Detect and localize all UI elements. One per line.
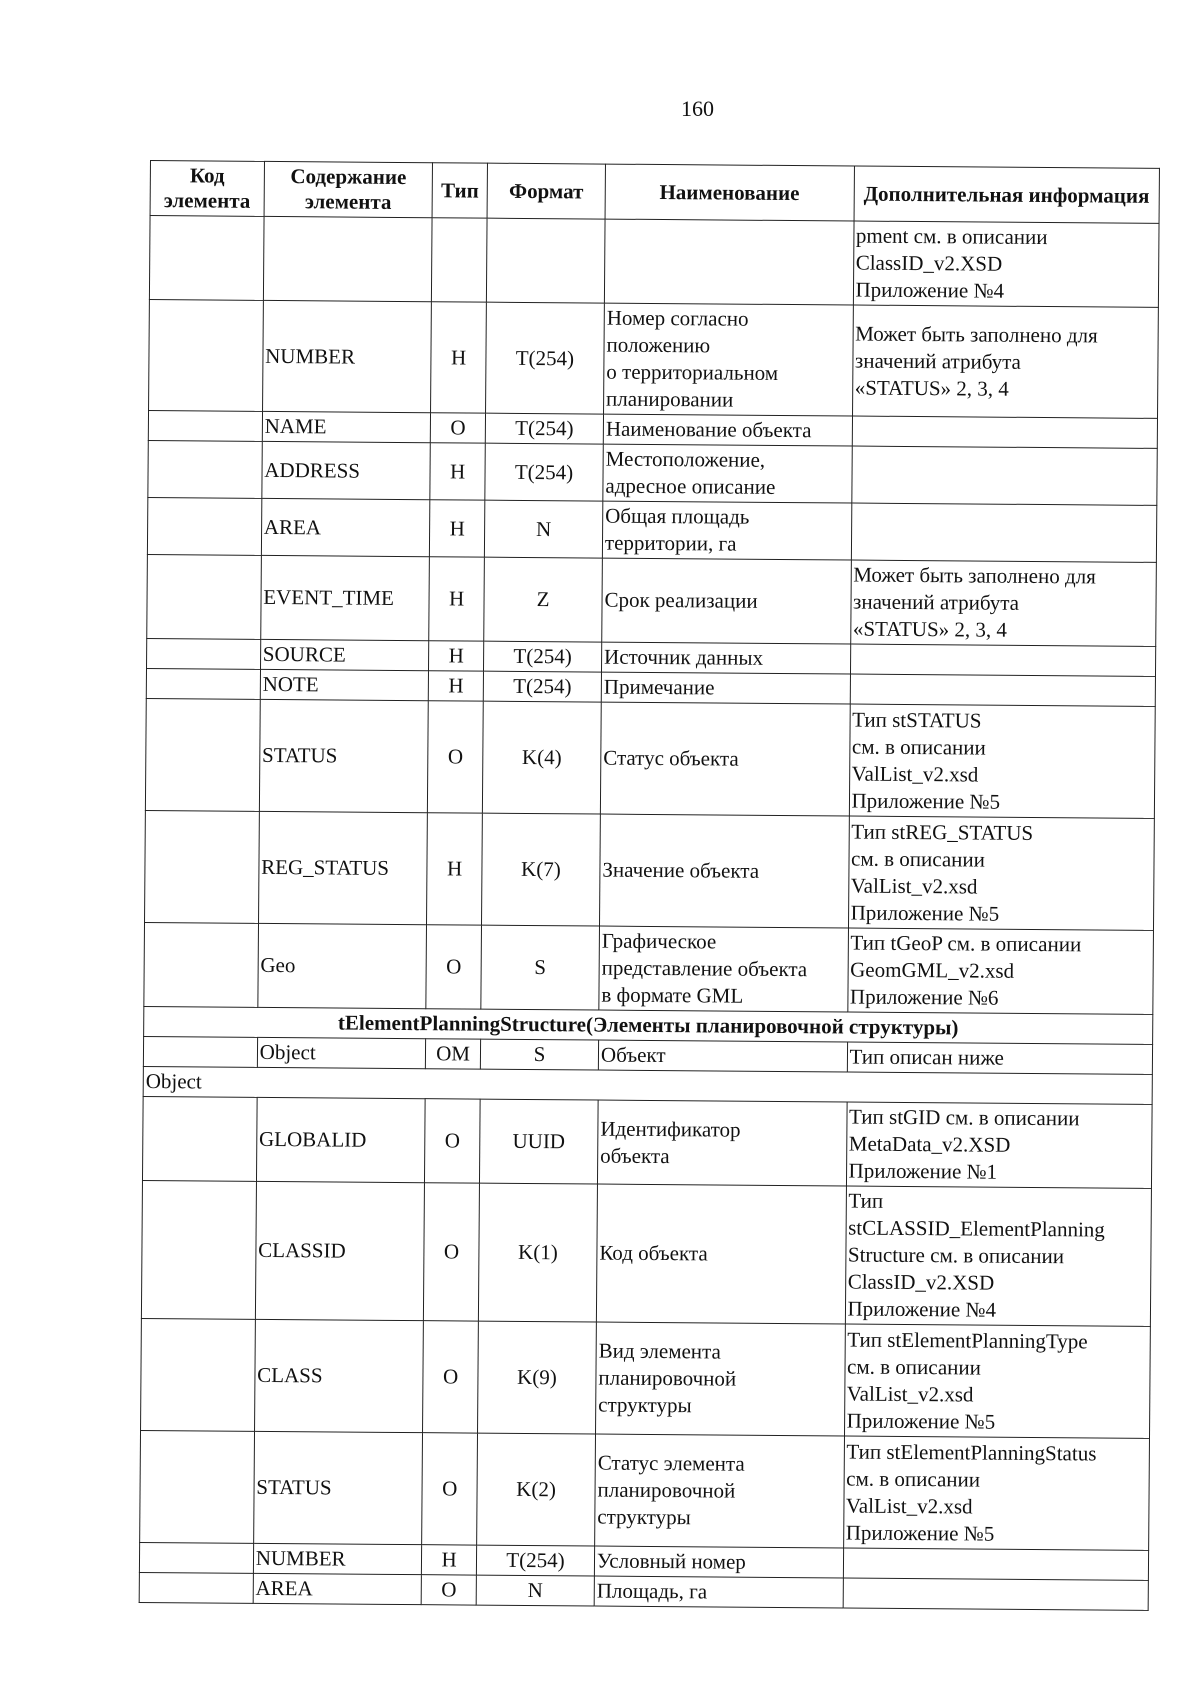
table-row xyxy=(145,810,1155,930)
cell-info xyxy=(843,1548,1149,1580)
cell-code xyxy=(142,1096,256,1181)
col-header-code: Код элемента xyxy=(150,161,264,217)
cell-content: STATUS xyxy=(253,1431,422,1544)
cell-format: UUID xyxy=(479,1099,598,1184)
cell-code xyxy=(148,410,262,441)
cell-code xyxy=(141,1180,256,1319)
cell-content: CLASS xyxy=(254,1319,423,1432)
cell-name: Статус элемента планировочной структуры xyxy=(595,1434,844,1548)
table-section xyxy=(143,1006,1153,1104)
cell-type: Н xyxy=(430,500,485,557)
cell-format: K(4) xyxy=(482,701,601,814)
cell-info: Тип tGeoP см. в описании GeomGML_v2.xsd Приложение №6 xyxy=(847,928,1153,1014)
cell-type: ОМ xyxy=(426,1039,481,1069)
cell-name: Условный номер xyxy=(594,1546,843,1578)
cell-format: T(254) xyxy=(486,302,605,414)
cell-format: T(254) xyxy=(485,413,603,444)
cell-name: Графическое представление объекта в формате GML xyxy=(599,926,848,1012)
cell-format: T(254) xyxy=(484,641,602,672)
cell-name: Местоположение, адресное описание xyxy=(603,444,852,503)
col-header-name: Наименование xyxy=(605,164,854,221)
cell-code xyxy=(149,299,264,411)
cell-info: Тип stElementPlanningStatus см. в описании ValList_v2.xsd Приложение №5 xyxy=(843,1436,1149,1550)
cell-content xyxy=(263,216,432,301)
cell-code xyxy=(143,1036,257,1067)
cell-info: Может быть заполнено для значений атрибута «STATUS» 2, 3, 4 xyxy=(850,560,1156,646)
cell-format: T(254) xyxy=(476,1545,594,1576)
col-header-content: Содержание элемента xyxy=(264,161,433,217)
cell-info: Тип stREG_STATUS см. в описании ValList_v2.xsd Приложение №5 xyxy=(848,816,1154,930)
table-row xyxy=(148,440,1157,505)
cell-code xyxy=(139,1572,253,1603)
cell-name: Значение объекта xyxy=(599,814,848,928)
cell-content: NAME xyxy=(262,411,431,442)
cell-info: Может быть заполнено для значений атрибута «STATUS» 2, 3, 4 xyxy=(852,305,1158,418)
table-row xyxy=(140,1430,1150,1550)
cell-content: NUMBER xyxy=(262,300,431,412)
cell-type: Н xyxy=(430,443,485,500)
cell-content: Object xyxy=(257,1037,426,1068)
table-row xyxy=(141,1318,1151,1438)
table-row xyxy=(147,497,1156,562)
cell-code xyxy=(145,810,260,923)
cell-type: Н xyxy=(429,671,484,701)
cell-code xyxy=(144,922,258,1007)
cell-code xyxy=(147,554,261,639)
cell-content: STATUS xyxy=(259,699,428,812)
cell-format: Z xyxy=(484,557,603,642)
cell-content: NOTE xyxy=(260,669,429,700)
cell-format: K(7) xyxy=(482,813,601,926)
cell-info xyxy=(850,644,1156,676)
cell-type: О xyxy=(422,1433,478,1545)
table-row xyxy=(144,922,1154,1014)
cell-type: О xyxy=(428,701,484,813)
cell-format: N xyxy=(484,500,602,558)
table-row xyxy=(142,1096,1152,1188)
col-header-format: Формат xyxy=(487,163,605,219)
cell-name: Код объекта xyxy=(596,1184,846,1324)
cell-content: AREA xyxy=(261,498,430,556)
cell-info: Тип stGID см. в описании MetaData_v2.XSD Приложение №1 xyxy=(846,1102,1152,1188)
cell-name: Вид элемента планировочной структуры xyxy=(595,1322,844,1436)
cell-format xyxy=(486,218,605,303)
cell-info: Тип stCLASSID_ElementPlanning Structure см. в описании ClassID_v2.XSD Приложение №4 xyxy=(845,1186,1152,1326)
cell-type: Н xyxy=(429,641,484,671)
cell-type: Н xyxy=(427,813,483,925)
cell-info xyxy=(850,674,1156,706)
cell-content: NUMBER xyxy=(253,1543,422,1574)
cell-name: Статус объекта xyxy=(600,702,849,816)
cell-format: K(2) xyxy=(477,1433,596,1546)
spec-table xyxy=(139,160,1160,1611)
cell-code xyxy=(141,1318,256,1431)
section-title: tElementPlanningStructure(Элементы планировочной структуры) xyxy=(144,1006,1153,1044)
cell-name: Площадь, га xyxy=(594,1576,843,1608)
cell-name: Идентификатор объекта xyxy=(597,1100,846,1186)
cell-info xyxy=(851,503,1157,562)
cell-type: О xyxy=(426,925,481,1009)
cell-format: K(9) xyxy=(478,1321,597,1434)
cell-code xyxy=(149,216,263,301)
cell-name: Срок реализации xyxy=(602,558,851,644)
col-header-type: Тип xyxy=(432,163,487,218)
cell-format: K(1) xyxy=(478,1183,597,1322)
cell-format: S xyxy=(481,925,600,1010)
cell-content: CLASSID xyxy=(255,1181,425,1320)
cell-code xyxy=(139,1542,253,1573)
cell-format: T(254) xyxy=(483,671,601,702)
table-row xyxy=(149,216,1159,308)
table-row xyxy=(147,554,1157,646)
cell-info xyxy=(851,446,1157,505)
cell-type: О xyxy=(431,413,486,443)
cell-code xyxy=(146,668,260,699)
table-body-part2 xyxy=(139,1096,1152,1610)
table-row xyxy=(141,1180,1151,1326)
cell-name: Объект xyxy=(598,1040,847,1072)
cell-content: REG_STATUS xyxy=(258,811,427,924)
cell-content: GLOBALID xyxy=(256,1097,425,1182)
table-header-row xyxy=(150,161,1159,224)
cell-format: S xyxy=(480,1039,598,1070)
cell-format: N xyxy=(476,1575,594,1606)
cell-content: AREA xyxy=(253,1573,422,1604)
cell-name: Номер согласно положению о территориальном планировании xyxy=(603,303,852,416)
table-row xyxy=(145,698,1155,818)
table-row xyxy=(149,299,1159,418)
cell-type: О xyxy=(425,1099,480,1183)
cell-code xyxy=(140,1430,255,1543)
page-number: 160 xyxy=(681,96,714,121)
cell-format: T(254) xyxy=(485,443,603,501)
cell-type: Н xyxy=(431,302,487,413)
cell-type: Н xyxy=(422,1545,477,1575)
cell-code xyxy=(145,698,260,811)
cell-type: Н xyxy=(429,557,484,641)
cell-info: Тип stElementPlanningType см. в описании ValList_v2.xsd Приложение №5 xyxy=(844,1324,1150,1438)
cell-info xyxy=(843,1578,1149,1610)
cell-name: Примечание xyxy=(601,672,850,704)
cell-content: EVENT_TIME xyxy=(260,555,429,640)
cell-content: Geo xyxy=(258,923,427,1008)
cell-info: pment см. в описании ClassID_v2.XSD Приложение №4 xyxy=(853,221,1159,307)
cell-content: SOURCE xyxy=(260,639,429,670)
cell-type: О xyxy=(421,1575,476,1605)
cell-info: Тип описан ниже xyxy=(847,1042,1153,1074)
cell-name: Общая площадь территории, га xyxy=(602,501,851,560)
cell-name: Источник данных xyxy=(601,642,850,674)
cell-info xyxy=(852,416,1158,448)
col-header-info: Дополнительная информация xyxy=(854,166,1160,223)
object-label: Object xyxy=(143,1066,1152,1104)
cell-info: Тип stSTATUS см. в описании ValList_v2.xsd Приложение №5 xyxy=(849,704,1155,818)
cell-code xyxy=(148,440,262,498)
cell-name xyxy=(604,219,853,305)
cell-type: О xyxy=(424,1183,480,1321)
cell-code xyxy=(147,638,261,669)
cell-content: ADDRESS xyxy=(262,441,431,499)
cell-code xyxy=(147,497,261,555)
table-body-part1 xyxy=(144,216,1159,1015)
cell-name: Наименование объекта xyxy=(603,414,852,446)
cell-type: О xyxy=(423,1321,479,1433)
cell-type xyxy=(432,218,487,302)
